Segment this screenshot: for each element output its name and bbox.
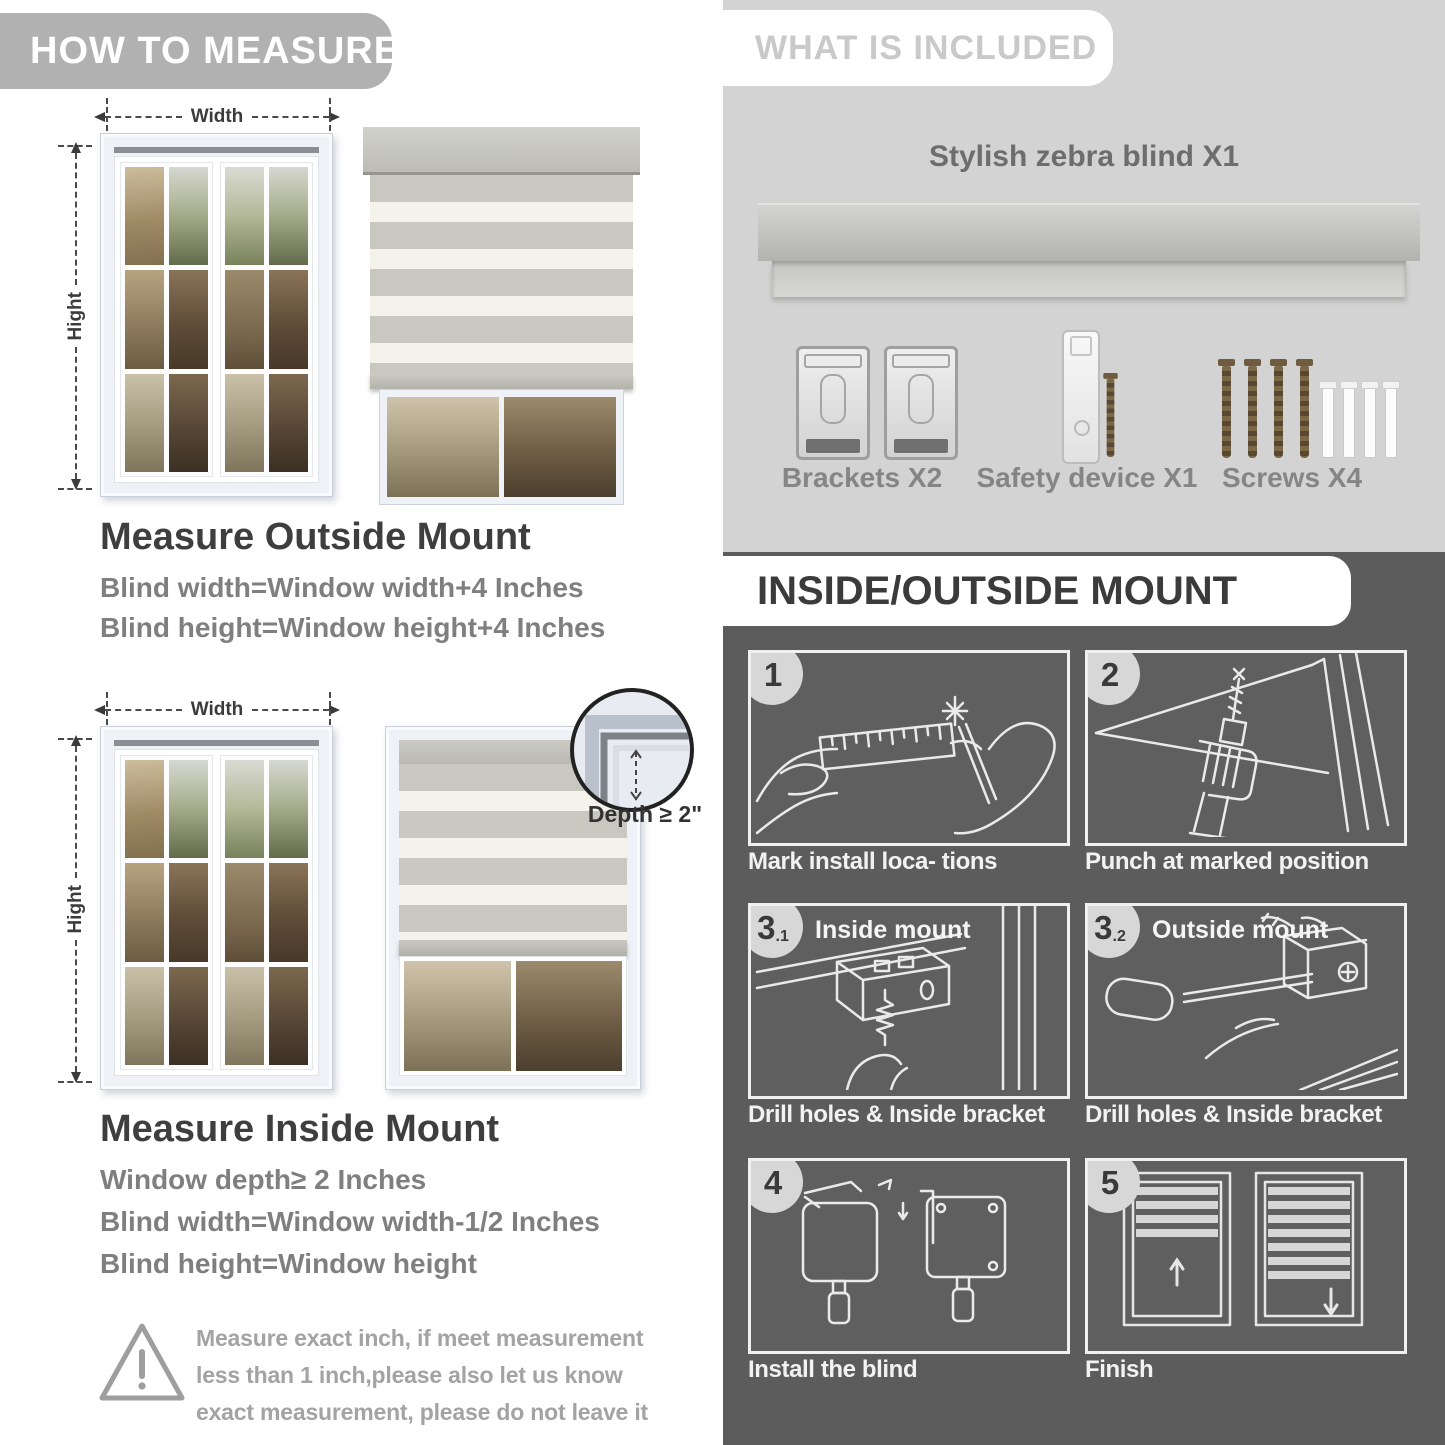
wall-anchors-icon (1322, 386, 1397, 458)
measurement-warning-text: Measure exact inch, if meet measurement less than 1 inch,please also let us know exact measurement, please do not leave it (196, 1325, 648, 1425)
glass-pane (225, 760, 264, 858)
glass-pane (269, 167, 308, 265)
window-track (114, 147, 319, 153)
safety-screw-icon (1107, 379, 1115, 457)
mount-header-title: INSIDE/OUTSIDE MOUNT (757, 568, 1238, 613)
height-measure-arrow (64, 735, 88, 1083)
glass-pane (169, 167, 208, 265)
blind-cassette (363, 127, 640, 172)
glass-pane (225, 967, 264, 1065)
window-photo (100, 726, 333, 1090)
height-label: Hight (65, 291, 86, 341)
glass-pane (125, 863, 164, 961)
what-is-included-header (723, 10, 1113, 86)
step-badge: 3 .2 (1085, 903, 1140, 958)
window-photo (100, 133, 333, 497)
step-panel-3-2 (1085, 903, 1407, 1099)
glass-pane (125, 167, 164, 265)
step-caption-3-2: Drill holes & Inside bracket (1085, 1101, 1382, 1128)
inside-mount-line: Blind width=Window width-1/2 Inches (100, 1206, 600, 1237)
blind-item-label: Stylish zebra blind X1 (928, 140, 1240, 173)
outside-mount-line: Blind width=Window width+4 Inches (100, 572, 584, 603)
warning-triangle-icon (96, 1318, 188, 1408)
step-panel-title: Outside mount (1152, 916, 1329, 944)
inside-mount-line: Window depth≥ 2 Inches (100, 1164, 427, 1195)
step-badge: 3 .1 (748, 903, 803, 958)
height-measure-arrow (64, 142, 88, 490)
glass-pane (225, 270, 264, 368)
step-panel-5 (1085, 1158, 1407, 1354)
glass-pane (169, 270, 208, 368)
bracket-icon (884, 346, 958, 460)
zebra-shade (370, 175, 633, 373)
window-sash (220, 162, 313, 477)
step-badge: 1 (748, 650, 803, 705)
blind-headrail-photo (758, 203, 1420, 261)
glass-pane (504, 397, 616, 497)
screws-icon (1222, 366, 1309, 458)
inside-mount-line: Blind height=Window height (100, 1248, 477, 1279)
width-measure-arrow (94, 699, 340, 721)
how-to-measure-title: HOW TO MEASURE (30, 29, 401, 72)
step-caption-2: Punch at marked position (1085, 848, 1369, 875)
window-sash (220, 755, 313, 1070)
glass-pane (169, 863, 208, 961)
step-panel-3-1 (748, 903, 1070, 1099)
glass-pane (169, 760, 208, 858)
height-label: Hight (65, 884, 86, 934)
glass-pane (404, 961, 511, 1071)
step-panel-title: Inside mount (815, 916, 971, 944)
mount-header (723, 556, 1351, 626)
glass-pane (169, 374, 208, 472)
blind-headrail-lower (772, 261, 1406, 297)
brackets-label: Brackets X2 (781, 462, 943, 493)
step-caption-1: Mark install loca- tions (748, 848, 998, 875)
glass-pane (225, 374, 264, 472)
window-under-blind (399, 956, 627, 1076)
step-badge: 4 (748, 1158, 803, 1213)
arrow-up-icon (71, 735, 81, 746)
outside-mount-title: Measure Outside Mount (100, 516, 531, 558)
glass-pane (516, 961, 623, 1071)
window-under-blind (379, 389, 624, 505)
screws-label: Screws X4 (1221, 462, 1363, 493)
glass-pane (125, 374, 164, 472)
bracket-icon (796, 346, 870, 460)
magnifier-icon (570, 688, 694, 812)
glass-pane (125, 270, 164, 368)
window-sash (120, 162, 213, 477)
safety-device-icon (1062, 330, 1100, 464)
safety-device-label: Safety device X1 (976, 462, 1198, 493)
glass-pane (125, 967, 164, 1065)
outside-mount-line: Blind height=Window height+4 Inches (100, 612, 606, 643)
width-label: Width (190, 106, 244, 127)
width-label: Width (190, 699, 244, 720)
glass-pane (269, 760, 308, 858)
window-sash (120, 755, 213, 1070)
outside-mount-blind-photo (363, 127, 640, 505)
window-corner-detail (574, 692, 690, 808)
arrow-left-icon (94, 705, 105, 715)
arrow-left-icon (94, 112, 105, 122)
step-badge: 5 (1085, 1158, 1140, 1213)
step-caption-5: Finish (1085, 1356, 1154, 1383)
depth-label: Depth ≥ 2" (587, 801, 703, 827)
glass-pane (225, 167, 264, 265)
width-measure-arrow (94, 106, 340, 128)
step-caption-4: Install the blind (748, 1356, 918, 1383)
window-track (114, 740, 319, 746)
blind-bottom-bar (370, 373, 633, 389)
what-is-included-title: WHAT IS INCLUDED (755, 28, 1098, 67)
arrow-down-icon (71, 1072, 81, 1083)
step-caption-3-1: Drill holes & Inside bracket (748, 1101, 1045, 1128)
glass-pane (269, 374, 308, 472)
blind-bottom-bar (399, 940, 627, 956)
arrow-down-icon (71, 479, 81, 490)
glass-pane (269, 863, 308, 961)
how-to-measure-header (0, 13, 401, 89)
inside-mount-title: Measure Inside Mount (100, 1108, 500, 1150)
arrow-up-icon (71, 142, 81, 153)
glass-pane (269, 270, 308, 368)
glass-pane (225, 863, 264, 961)
glass-pane (169, 967, 208, 1065)
glass-pane (387, 397, 499, 497)
step-panel-4 (748, 1158, 1070, 1354)
step-panel-2 (1085, 650, 1407, 846)
step-badge: 2 (1085, 650, 1140, 705)
glass-pane (269, 967, 308, 1065)
glass-pane (125, 760, 164, 858)
step-panel-1 (748, 650, 1070, 846)
